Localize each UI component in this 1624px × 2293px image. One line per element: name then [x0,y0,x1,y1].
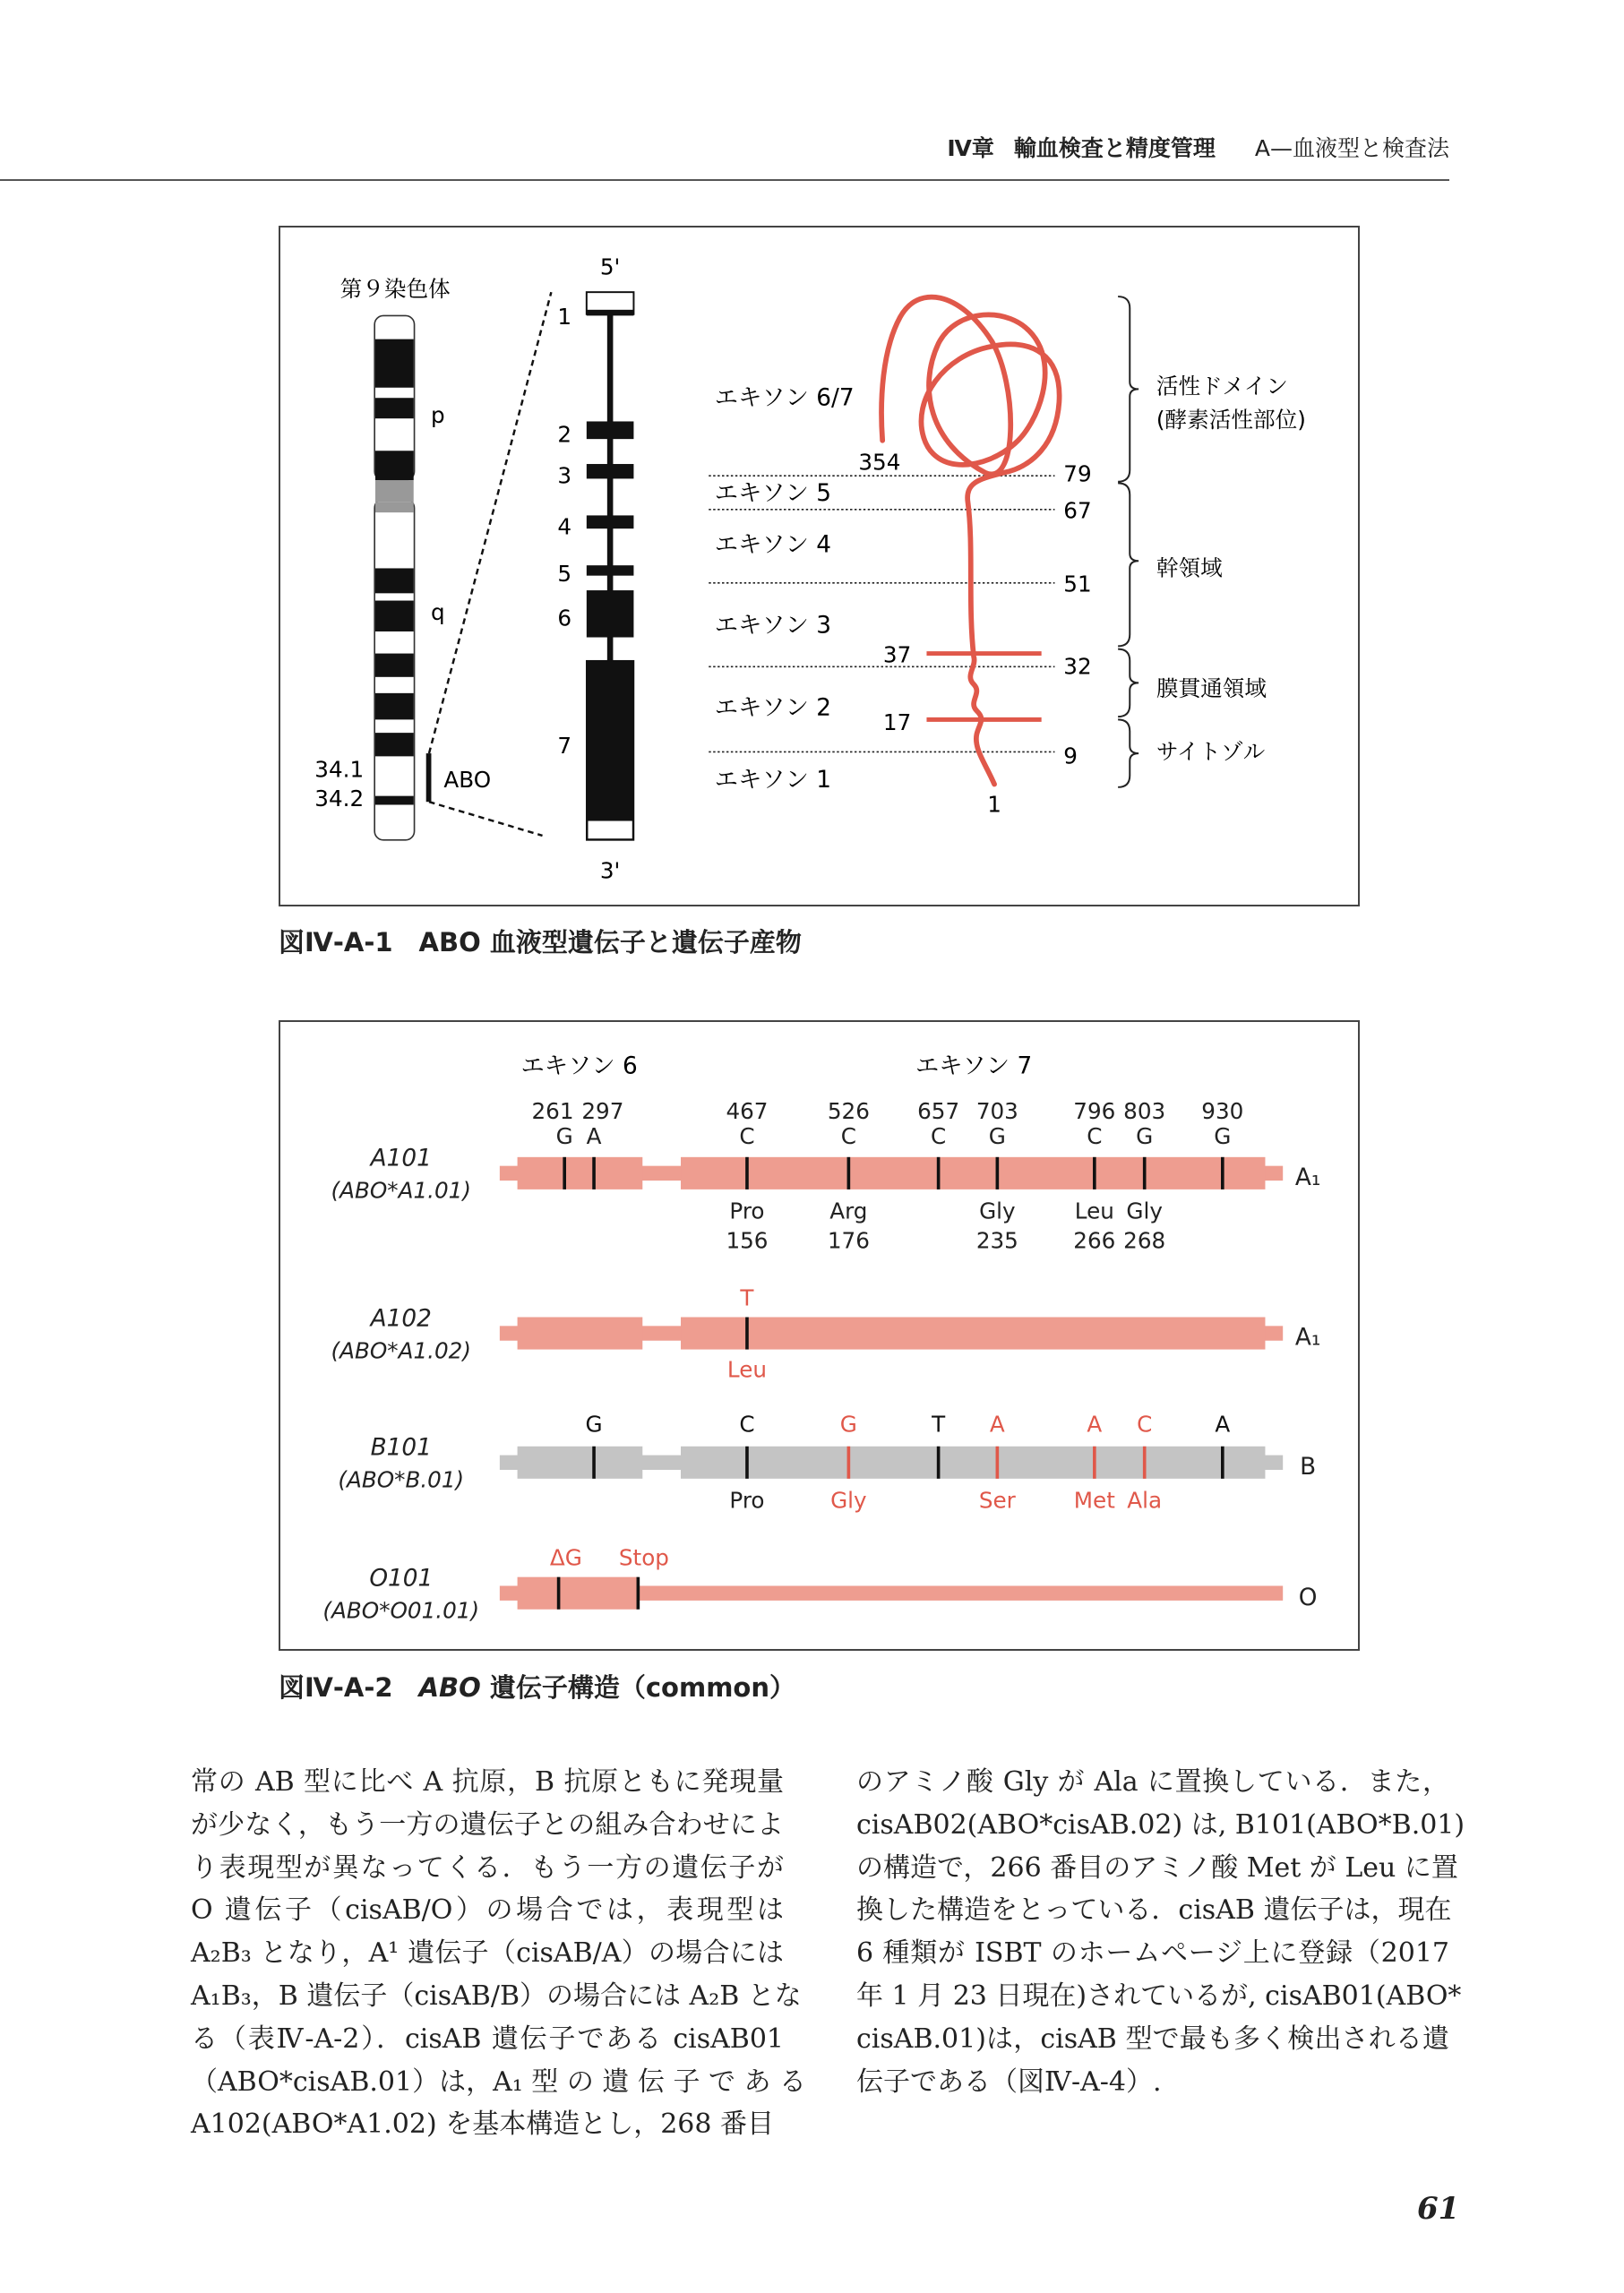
text-line: A₁B₃，B 遺伝子（cisAB/B）の場合には A₂B とな [191,1980,802,2012]
figure-1-caption: 図Ⅳ-A-1 ABO 血液型遺伝子と遺伝子産物 [279,927,802,958]
nucleotide-position: 703 [975,1098,1018,1125]
nucleotide-position: 297 [581,1098,624,1125]
amino-acid: Gly [979,1198,1016,1224]
abo-locus-marker [426,753,432,802]
exon7-label: エキソン 7 [915,1052,1033,1080]
exon7-block [681,1157,1265,1189]
base-letter: G [988,1123,1006,1150]
amino-acid: Met [1073,1487,1115,1514]
body-column-left [191,1761,807,2146]
exon6-block [518,1447,643,1479]
phenotype-label: A₁ [1294,1164,1321,1191]
allele-name: A101 [370,1145,432,1172]
text-line: O 遺伝子（cisAB/O）の場合では，表現型は [191,1894,784,1927]
page-number: 61 [1417,2191,1460,2227]
exon6-block [518,1157,643,1189]
amino-acid-position: 156 [726,1227,769,1254]
exon-label: エキソン 3 [714,612,832,640]
amino-acid: Leu [1074,1198,1114,1224]
nucleotide-position: 526 [827,1098,870,1125]
body-column-right [856,1761,1465,2103]
base-letter: G [555,1123,573,1150]
residue-number: 17 [882,709,912,735]
amino-acid: Pro [729,1487,765,1514]
exon7-block [681,1318,1265,1350]
amino-acid-position: 268 [1123,1227,1166,1254]
caption-text: 遺伝子構造（common） [480,1672,795,1703]
nucleotide-position: 930 [1201,1098,1244,1125]
residue-number: 79 [1063,460,1092,487]
amino-acid-position: 235 [975,1227,1018,1254]
exon-number: 7 [557,733,572,760]
allele-designation: (ABO*B.01) [338,1466,465,1493]
running-header [947,131,1449,163]
exon7-block [681,1447,1265,1479]
exon6-label: エキソン 6 [520,1052,638,1080]
text-line: り表現型が異なってくる．もう一方の遺伝子が [191,1851,784,1884]
five-prime-label: 5' [599,253,621,280]
text-line: る（表Ⅳ-A-2）．cisAB 遺伝子である cisAB01 [191,2022,784,2055]
exon-number: 6 [557,605,572,631]
allele-row-o101 [322,1545,1317,1624]
text-line: 年 1 月 23 日現在)されているが, cisAB01(ABO* [856,1980,1462,2012]
allele-row-b101 [338,1411,1316,1513]
base-letter: C [1087,1123,1103,1150]
band-label: 34.1 [314,756,365,783]
allele-name: A102 [370,1305,432,1333]
phenotype-label: O [1298,1584,1318,1611]
exon-number: 2 [557,421,572,448]
amino-acid: Gly [830,1487,867,1514]
chromosome-label: 第９染色体 [339,276,451,303]
text-line: cisAB02(ABO*cisAB.02) は, B101(ABO*B.01) [856,1808,1465,1841]
base-letter: G [1214,1123,1232,1150]
nucleotide-position: 261 [531,1098,574,1125]
residue-number: 37 [882,641,912,668]
exon-label: エキソン 6/7 [714,384,855,412]
exon-number: 1 [557,304,572,331]
nucleotide-position: 657 [917,1098,960,1125]
deletion-label: ΔG [549,1544,582,1571]
base-letter: C [739,1411,755,1438]
domain-label: サイトゾル [1156,738,1266,765]
figure-2-drawing [280,1022,1358,1649]
chromosome-9 [374,315,414,839]
base-letter: C [739,1123,755,1150]
figure-2-caption [279,1668,795,1705]
exon-label: エキソン 1 [714,766,832,794]
nucleotide-position: 796 [1073,1098,1116,1125]
residue-number: 354 [858,449,901,476]
exon-label: エキソン 5 [714,480,832,508]
base-letter: A [1087,1411,1103,1438]
domain-label: 膜貫通領域 [1156,675,1267,702]
base-letter: T [740,1284,754,1311]
text-line: 6 種類が ISBT のホームページ上に登録（2017 [856,1937,1449,1970]
allele-designation: (ABO*O01.01) [322,1597,480,1624]
amino-acid: Arg [829,1198,868,1224]
base-letter: C [840,1123,856,1150]
allele-name: B101 [370,1434,432,1462]
residue-number: 51 [1063,571,1092,597]
residue-number: 9 [1063,743,1078,769]
figure-1-drawing [280,228,1358,905]
arm-p-label: p [431,402,445,429]
arm-q-label: q [431,598,445,625]
caption-number: 図Ⅳ-A-2 [279,1672,419,1703]
domain-label: (酵素活性部位) [1156,407,1306,434]
amino-acid: Leu [726,1356,768,1383]
allele-row-a101 [331,1098,1321,1253]
text-line: 伝子である（図Ⅳ-A-4）. [856,2065,1162,2098]
domain-braces [1118,296,1139,787]
figure-abo-gene-product [279,226,1360,906]
residue-number: 67 [1063,497,1092,524]
exon-number: 5 [557,561,572,588]
allele-name: O101 [369,1565,434,1593]
amino-acid: Ser [978,1487,1016,1514]
zoom-guide-line [429,292,551,753]
band-label: 34.2 [314,786,365,812]
abo-locus-label: ABO [443,766,492,793]
three-prime-label: 3' [599,857,621,884]
text-line: 換した構造をとっている．cisAB 遺伝子は，現在 [856,1894,1452,1927]
base-letter: T [932,1411,946,1438]
base-letter: G [839,1411,857,1438]
text-line: A₂B₃ となり，A¹ 遺伝子（cisAB/A）の場合には [191,1937,784,1970]
exon-number: 4 [557,513,572,540]
exon-number: 3 [557,462,572,489]
text-line: のアミノ酸 Gly が Ala に置換している．また， [856,1766,1449,1798]
text-line: の構造で，266 番目のアミノ酸 Met が Leu に置 [856,1851,1458,1884]
amino-acid: Gly [1126,1198,1163,1224]
text-line: が少なく，もう一方の遺伝子との組み合わせによ [191,1808,784,1841]
exon6-block [518,1577,639,1610]
domain-label: 活性ドメイン [1156,373,1288,399]
base-letter: C [1137,1411,1153,1438]
allele-row-a102 [331,1284,1321,1382]
chapter-title: 輸血検査と精度管理 [1013,135,1216,161]
allele-designation: (ABO*A1.01) [331,1177,471,1204]
base-letter: G [585,1411,603,1438]
nucleotide-position: 803 [1123,1098,1166,1125]
section-title: A—血液型と検査法 [1254,135,1449,161]
residue-number: 1 [987,791,1001,818]
residue-number: 32 [1063,653,1092,680]
phenotype-label: B [1300,1453,1317,1481]
text-line: （ABO*cisAB.01）は，A₁ 型 の 遺 伝 子 で あ る [191,2065,807,2098]
chapter-label: Ⅳ章 [947,135,994,161]
text-line: cisAB.01)は，cisAB 型で最も多く検出される遺 [856,2022,1449,2055]
base-letter: A [1215,1411,1231,1438]
base-letter: G [1136,1123,1154,1150]
caption-gene: ABO [418,1672,481,1703]
abo-gene-structure [587,292,634,840]
text-line: A102(ABO*A1.02) を基本構造とし，268 番目 [191,2108,774,2141]
amino-acid: Pro [729,1198,765,1224]
base-letter: A [989,1411,1005,1438]
figure-abo-gene-structure [279,1020,1360,1651]
amino-acid-position: 176 [827,1227,870,1254]
header-rule [0,179,1449,181]
amino-acid-position: 266 [1073,1227,1116,1254]
exon-label: エキソン 2 [714,694,832,722]
text-line: 常の AB 型に比べ A 抗原，B 抗原ともに発現量 [191,1766,784,1798]
amino-acid: Ala [1127,1487,1163,1514]
base-letter: A [586,1123,602,1150]
nucleotide-position: 467 [726,1098,769,1125]
zoom-guide-line [429,802,543,836]
phenotype-label: A₁ [1294,1324,1321,1352]
base-letter: C [931,1123,947,1150]
stop-codon-label: Stop [618,1544,669,1571]
allele-designation: (ABO*A1.02) [331,1337,471,1364]
exon-label: エキソン 4 [714,531,832,559]
exon6-block [518,1318,643,1350]
domain-label: 幹領域 [1156,554,1223,581]
